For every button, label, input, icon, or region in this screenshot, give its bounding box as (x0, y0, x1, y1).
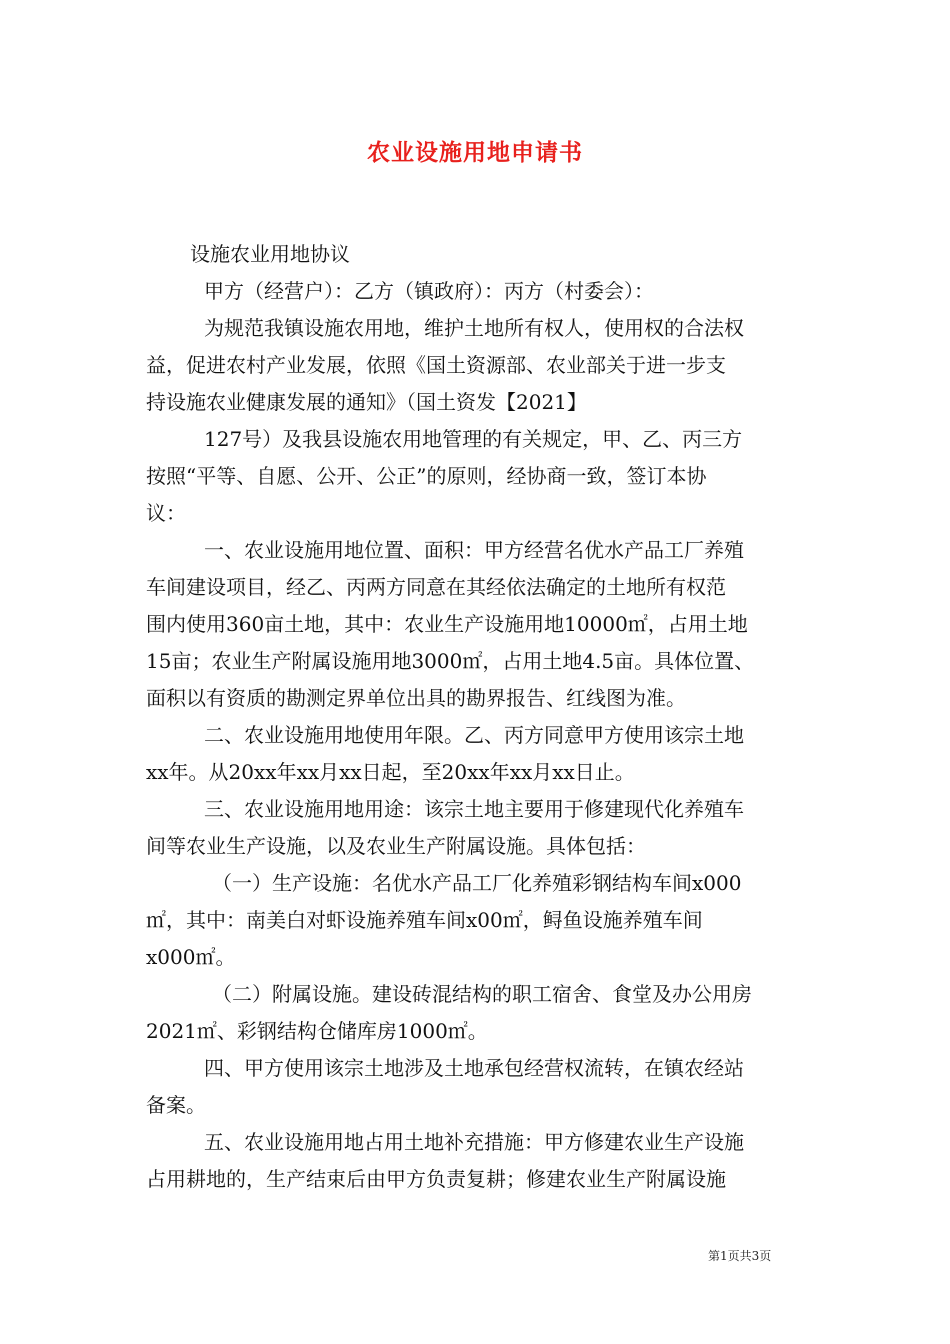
body-line: 一、农业设施用地位置、面积：甲方经营名优水产品工厂养殖 (204, 538, 744, 562)
body-line: 四、甲方使用该宗土地涉及土地承包经营权流转，在镇农经站 (204, 1056, 744, 1080)
body-line: 面积以有资质的勘测定界单位出具的勘界报告、红线图为准。 (146, 686, 686, 710)
body-line: 二、农业设施用地使用年限。乙、丙方同意甲方使用该宗土地 (204, 723, 744, 747)
body-line: 占用耕地的，生产结束后由甲方负责复耕；修建农业生产附属设施 (146, 1167, 726, 1191)
body-line: 为规范我镇设施农用地，维护土地所有权人，使用权的合法权 (204, 316, 744, 340)
body-line: 按照“平等、自愿、公开、公正”的原则，经协商一致，签订本协 (146, 464, 707, 488)
body-line: 议： (146, 501, 186, 525)
body-line: 三、农业设施用地用途：该宗土地主要用于修建现代化养殖车 (204, 797, 744, 821)
body-line: 车间建设项目，经乙、丙两方同意在其经依法确定的土地所有权范 (146, 575, 726, 599)
body-line: 围内使用360亩土地，其中：农业生产设施用地10000㎡，占用土地 (146, 612, 748, 636)
body-line: 间等农业生产设施，以及农业生产附属设施。具体包括： (146, 834, 646, 858)
body-line: 五、农业设施用地占用土地补充措施：甲方修建农业生产设施 (204, 1130, 744, 1154)
body-line: （二）附属设施。建设砖混结构的职工宿舍、食堂及办公用房 (212, 982, 752, 1006)
body-line: 设施农业用地协议 (190, 242, 350, 266)
body-line: 15亩；农业生产附属设施用地3000㎡，占用土地4.5亩。具体位置、 (146, 649, 755, 673)
body-line: 127号）及我县设施农用地管理的有关规定，甲、乙、丙三方 (204, 427, 743, 451)
body-line: 持设施农业健康发展的通知》（国土资发【2021】 (146, 390, 587, 414)
body-line: 益，促进农村产业发展，依照《国土资源部、农业部关于进一步支 (146, 353, 726, 377)
body-line: 甲方（经营户）：乙方（镇政府）：丙方（村委会）： (204, 279, 654, 303)
body-line: xx年。从20xx年xx月xx日起，至20xx年xx月xx日止。 (146, 760, 635, 784)
body-line: （一）生产设施：名优水产品工厂化养殖彩钢结构车间x000 (212, 871, 742, 895)
body-line: x000㎡。 (146, 945, 236, 969)
page-number: 第1页共3页 (708, 1249, 772, 1263)
page-title: 农业设施用地申请书 (367, 139, 583, 166)
body-line: ㎡，其中：南美白对虾设施养殖车间x00㎡，鲟鱼设施养殖车间 (146, 908, 703, 932)
body-line: 2021㎡、彩钢结构仓储库房1000㎡。 (146, 1019, 488, 1043)
body-line: 备案。 (146, 1093, 206, 1117)
